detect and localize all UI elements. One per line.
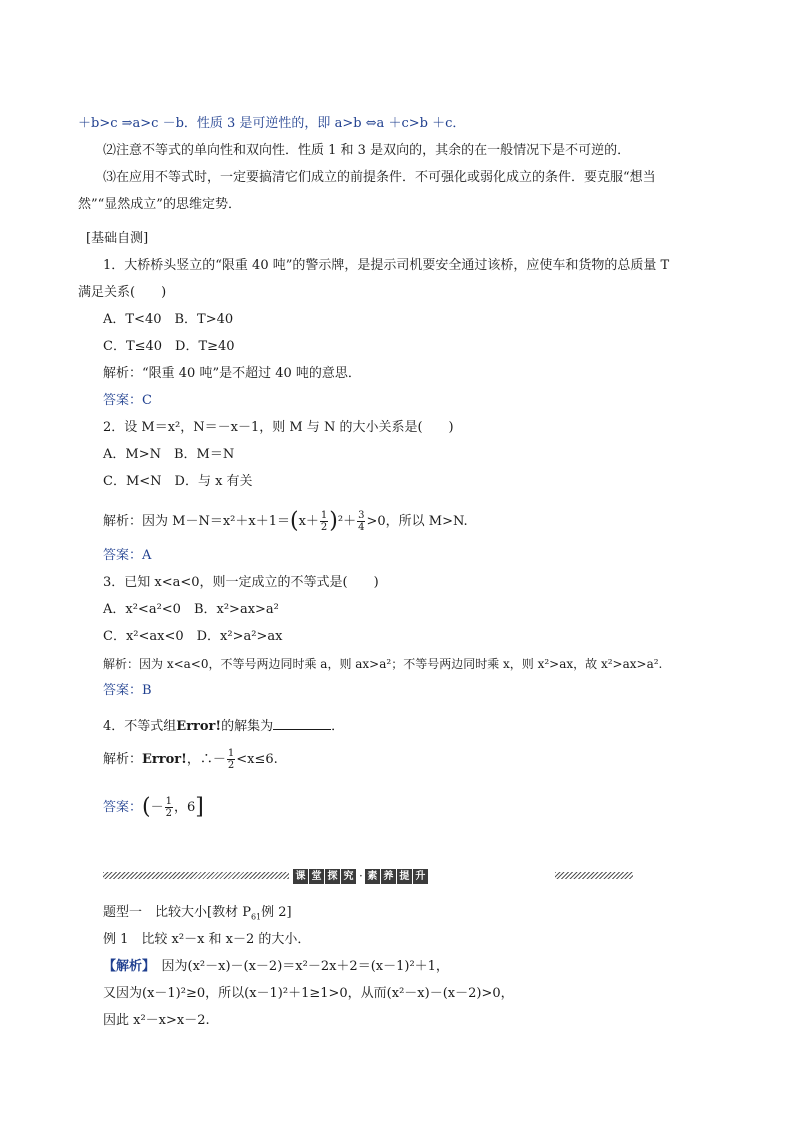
q2-analysis-x: x＋ bbox=[298, 514, 319, 529]
q4-analysis: 解析：Error!，∴－ $\frac{1}{2}$ <x≤6. bbox=[103, 748, 278, 771]
q2-answer: 答案：A bbox=[103, 548, 152, 563]
q4-error-field: Error! bbox=[176, 719, 222, 734]
q2-analysis-square: ²＋ bbox=[337, 514, 357, 529]
q4-answer-blank bbox=[273, 717, 331, 730]
example-1-stem: 例 1 比较 x²－x 和 x－2 的大小． bbox=[103, 932, 311, 947]
q2-stem: 2．设 M＝x²，N＝－x－1，则 M 与 N 的大小关系是( ) bbox=[103, 420, 454, 435]
q1-options-ab: A．T<40 B．T>40 bbox=[103, 312, 234, 327]
q1-stem: 1．大桥桥头竖立的“限重 40 吨”的警示牌，是提示司机要安全通过该桥，应使车和货物的总质量 T bbox=[103, 258, 670, 273]
q2-analysis-lead: 解析：因为 M－N＝x²＋x＋1＝ bbox=[103, 514, 290, 529]
q1-analysis: 解析：“限重 40 吨”是不超过 40 吨的意思． bbox=[103, 366, 361, 381]
note-3-continued: 然”“显然成立”的思维定势． bbox=[78, 197, 241, 212]
fraction-one-half: $\frac{1}{2}$ bbox=[165, 796, 172, 819]
q2-analysis-conclusion: >0，所以 M>N. bbox=[366, 514, 468, 529]
q2-options-ab: A．M>N B．M＝N bbox=[103, 447, 235, 462]
section-heading-basic-test: [基础自测] bbox=[86, 231, 149, 246]
q3-options-ab: A．x²<a²<0 B．x²>ax>a² bbox=[103, 602, 279, 617]
banner-title: 课 堂 探 究 · 素 养 提 升 bbox=[293, 868, 429, 884]
section-banner bbox=[103, 868, 633, 884]
q4-answer: 答案：(－ $\frac{1}{2}$ ，6] bbox=[103, 794, 204, 820]
q1-options-cd: C．T≤40 D．T≥40 bbox=[103, 339, 235, 354]
banner-hatch-right bbox=[555, 872, 633, 879]
q4-stem: 4．不等式组Error!的解集为 ． bbox=[103, 719, 345, 734]
fraction-three-quarters: $\frac{3}{4}$ bbox=[358, 510, 365, 533]
q1-answer: 答案：C bbox=[103, 393, 152, 408]
note-3-text: ⑶在应用不等式时，一定要搞清它们成立的前提条件．不可强化或弱化成立的条件．要克服“想当 bbox=[103, 170, 656, 185]
q3-answer: 答案：B bbox=[103, 683, 152, 698]
type-1-heading: 题型一 比较大小[教材 $P_{61}$例 2] bbox=[103, 905, 292, 922]
q3-analysis: 解析：因为 x<a<0，不等号两边同时乘 a，则 ax>a²；不等号两边同时乘 x，则 x²>ax，故 x²>ax>a². bbox=[103, 657, 663, 671]
example-1-solution-line-2: 又因为(x－1)²≥0，所以(x－1)²＋1≥1>0，从而(x²－x)－(x－2)>0， bbox=[103, 986, 514, 1001]
fraction-one-half: $\frac{1}{2}$ bbox=[227, 748, 235, 771]
example-1-solution-line-3: 因此 x²－x>x－2. bbox=[103, 1013, 210, 1028]
analysis-tag: 【解析】 bbox=[103, 959, 149, 974]
property-3-text: ＋b>c ⇒a>c －b．性质 3 是可逆性的，即 a>b ⇔a ＋c>b ＋c． bbox=[78, 116, 466, 131]
q3-stem: 3．已知 x<a<0，则一定成立的不等式是( ) bbox=[103, 575, 379, 590]
q4-analysis-error-field: Error! bbox=[142, 752, 187, 767]
q3-options-cd: C．x²<ax<0 D．x²>a²>ax bbox=[103, 629, 283, 644]
banner-hatch-left bbox=[103, 872, 289, 879]
fraction-one-half: $\frac{1}{2}$ bbox=[320, 510, 328, 533]
q1-stem-continued: 满足关系( ) bbox=[78, 285, 167, 300]
note-2-text: ⑵注意不等式的单向性和双向性．性质 1 和 3 是双向的，其余的在一般情况下是不可逆的． bbox=[103, 143, 631, 158]
example-1-solution-line-1: 【解析】 因为(x²－x)－(x－2)＝x²－2x＋2＝(x－1)²＋1， bbox=[103, 959, 449, 974]
q2-analysis: 解析：因为 M－N＝x²＋x＋1＝(x＋ $\frac{1}{2}$ )²＋ $\frac{3}{4}$ >0，所以 M>N. bbox=[103, 508, 468, 534]
q2-options-cd: C．M<N D．与 x 有关 bbox=[103, 474, 253, 489]
